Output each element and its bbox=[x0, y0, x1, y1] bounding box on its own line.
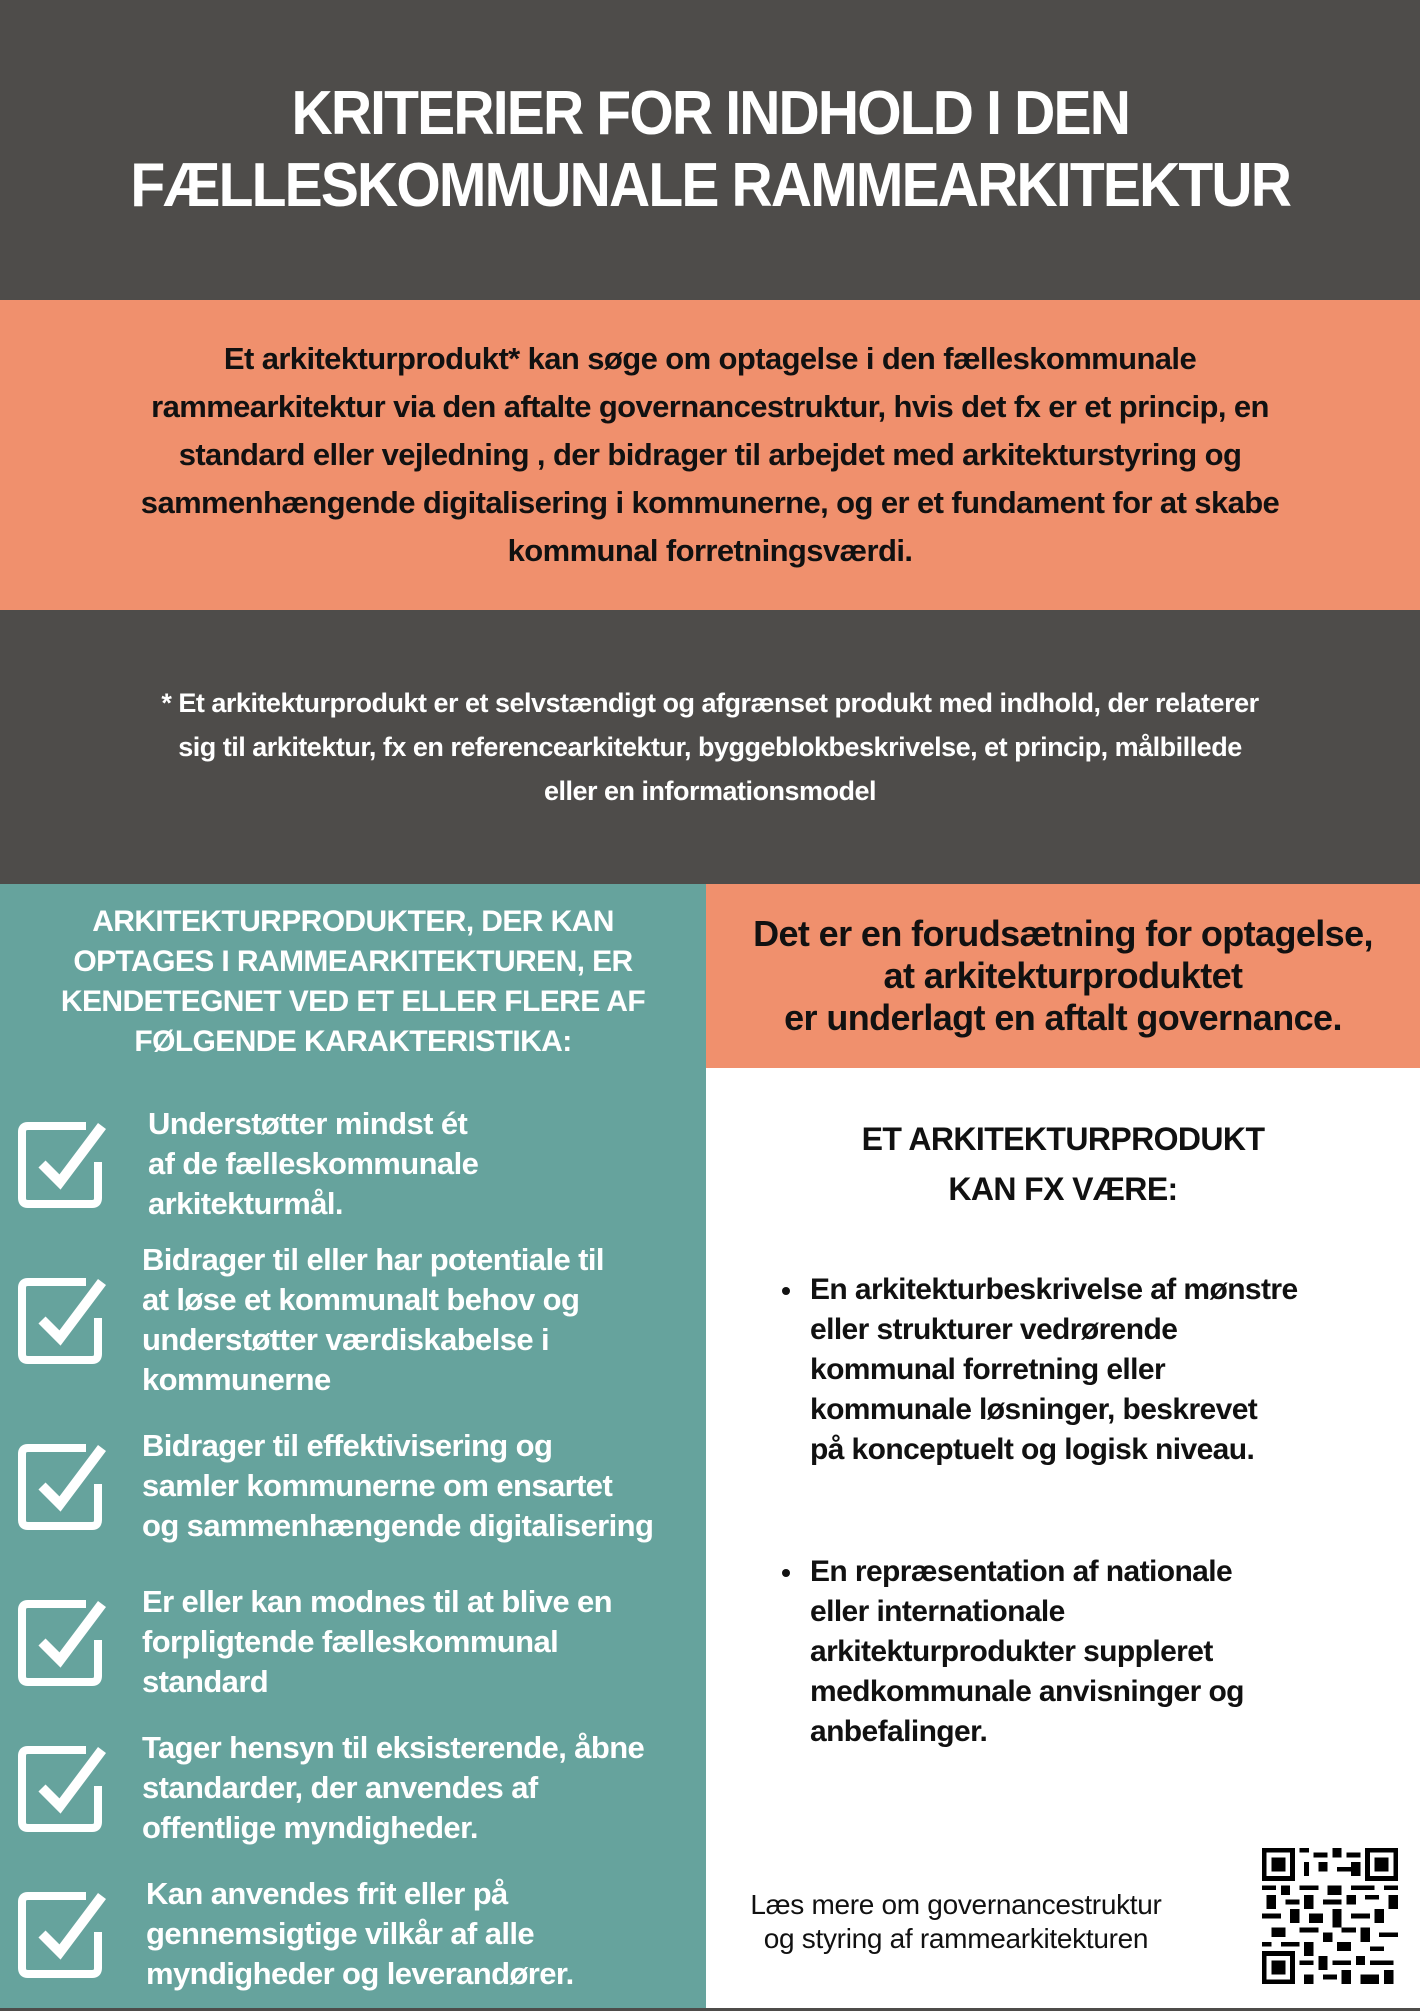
criteria-item-text bbox=[142, 1582, 612, 1702]
example-line: eller strukturer vedrørende bbox=[810, 1313, 1178, 1346]
examples-heading bbox=[706, 1114, 1420, 1214]
example-line: på konceptuelt og logisk niveau. bbox=[810, 1433, 1255, 1466]
read-more-line: og styring af rammearkitekturen bbox=[763, 1923, 1149, 1954]
criteria-line: at løse et kommunalt behov og bbox=[142, 1282, 580, 1317]
qr-code-icon[interactable] bbox=[1262, 1848, 1398, 1984]
criteria-line: og sammenhængende digitalisering bbox=[142, 1508, 654, 1543]
footnote-line: eller en informationsmodel bbox=[543, 776, 877, 806]
read-more-line: Læs mere om governancestruktur bbox=[750, 1889, 1162, 1920]
prerequisite-line: at arkitekturproduktet bbox=[883, 955, 1243, 996]
intro-line: rammearkitektur via den aftalte governancestruktur, hvis det fx er et princip, en bbox=[151, 389, 1269, 424]
criteria-line: offentlige myndigheder. bbox=[142, 1810, 478, 1845]
criteria-line: myndigheder og leverandører. bbox=[146, 1956, 574, 1991]
criteria-heading bbox=[20, 902, 686, 1062]
intro-line: kommunal forretningsværdi. bbox=[507, 533, 913, 568]
criteria-heading-line: KENDETEGNET VED ET ELLER FLERE AF bbox=[60, 985, 646, 1018]
criteria-panel bbox=[0, 884, 706, 2008]
criteria-heading-line: ARKITEKTURPRODUKTER, DER KAN bbox=[92, 905, 614, 938]
criteria-line: arkitekturmål. bbox=[148, 1186, 343, 1221]
criteria-line: Understøtter mindst ét bbox=[148, 1106, 468, 1141]
criteria-item-text bbox=[142, 1426, 653, 1546]
checkbox-checked-icon bbox=[14, 1114, 114, 1214]
prerequisite-text bbox=[753, 913, 1373, 1039]
criteria-item-text bbox=[142, 1728, 644, 1848]
criteria-item bbox=[0, 1718, 706, 1858]
criteria-line: Bidrager til eller har potentiale til bbox=[142, 1242, 604, 1277]
title-line-1: KRITERIER FOR INDHOLD I DEN bbox=[291, 79, 1129, 148]
criteria-heading-line: OPTAGES I RAMMEARKITEKTUREN, ER bbox=[73, 945, 633, 978]
example-line: En arkitekturbeskrivelse af mønstre bbox=[810, 1273, 1298, 1306]
criteria-line: forpligtende fælleskommunal bbox=[142, 1624, 559, 1659]
example-line: eller internationale bbox=[810, 1595, 1065, 1628]
example-bullet-text bbox=[810, 1270, 1298, 1470]
prerequisite-line: er underlagt en aftalt governance. bbox=[784, 997, 1342, 1038]
examples-heading-line: ET ARKITEKTURPRODUKT bbox=[861, 1121, 1265, 1157]
criteria-line: understøtter værdiskabelse i bbox=[142, 1322, 550, 1357]
footnote-banner bbox=[0, 610, 1420, 884]
example-bullet bbox=[782, 1552, 1402, 1752]
footnote-line: sig til arkitektur, fx en referencearkitektur, byggeblokbeskrivelse, et princip, målbillede bbox=[178, 732, 1242, 762]
example-line: medkommunale anvisninger og bbox=[810, 1675, 1244, 1708]
footnote-text bbox=[161, 681, 1258, 813]
page-title bbox=[130, 78, 1290, 222]
criteria-line: Kan anvendes frit eller på bbox=[146, 1876, 508, 1911]
intro-line: Et arkitekturprodukt* kan søge om optagelse i den fælleskommunale bbox=[223, 341, 1197, 376]
example-line: arkitekturprodukter suppleret bbox=[810, 1635, 1213, 1668]
bullet-icon bbox=[782, 1569, 790, 1577]
checkbox-checked-icon bbox=[14, 1270, 114, 1370]
example-line: En repræsentation af nationale bbox=[810, 1555, 1233, 1588]
criteria-line: standarder, der anvendes af bbox=[142, 1770, 538, 1805]
criteria-line: af de fælleskommunale bbox=[148, 1146, 479, 1181]
examples-panel bbox=[706, 1068, 1420, 2008]
prerequisite-banner bbox=[706, 884, 1420, 1068]
criteria-line: kommunerne bbox=[142, 1362, 331, 1397]
intro-text bbox=[141, 335, 1279, 575]
intro-banner bbox=[0, 300, 1420, 610]
checkbox-checked-icon bbox=[14, 1592, 114, 1692]
criteria-item bbox=[0, 1094, 706, 1234]
title-line-2: FÆLLESKOMMUNALE RAMMEARKITEKTUR bbox=[130, 151, 1290, 220]
read-more-text bbox=[736, 1888, 1176, 1956]
intro-line: sammenhængende digitalisering i kommunerne, og er et fundament for at skabe bbox=[140, 485, 1280, 520]
criteria-item-text bbox=[148, 1104, 478, 1224]
criteria-heading-line: FØLGENDE KARAKTERISTIKA: bbox=[134, 1025, 572, 1058]
criteria-item bbox=[0, 1864, 706, 2004]
footnote-line: * Et arkitekturprodukt er et selvstændigt og afgrænset produkt med indhold, der relaterer bbox=[161, 688, 1259, 718]
examples-heading-line: KAN FX VÆRE: bbox=[948, 1171, 1178, 1207]
prerequisite-line: Det er en forudsætning for optagelse, bbox=[753, 913, 1373, 954]
criteria-line: samler kommunerne om ensartet bbox=[142, 1468, 613, 1503]
header-banner bbox=[0, 0, 1420, 300]
checkbox-checked-icon bbox=[14, 1884, 114, 1984]
checkbox-checked-icon bbox=[14, 1738, 114, 1838]
criteria-item bbox=[0, 1572, 706, 1712]
criteria-line: Er eller kan modnes til at blive en bbox=[142, 1584, 613, 1619]
criteria-item bbox=[0, 1416, 706, 1556]
example-line: kommunale løsninger, beskrevet bbox=[810, 1393, 1258, 1426]
criteria-line: Bidrager til effektivisering og bbox=[142, 1428, 553, 1463]
example-line: kommunal forretning eller bbox=[810, 1353, 1166, 1386]
checkbox-checked-icon bbox=[14, 1436, 114, 1536]
criteria-item bbox=[0, 1234, 706, 1406]
bullet-icon bbox=[782, 1287, 790, 1295]
example-line: anbefalinger. bbox=[810, 1715, 988, 1748]
criteria-line: standard bbox=[142, 1664, 269, 1699]
criteria-line: Tager hensyn til eksisterende, åbne bbox=[142, 1730, 645, 1765]
intro-line: standard eller vejledning , der bidrager til arbejdet med arkitekturstyring og bbox=[178, 437, 1242, 472]
criteria-line: gennemsigtige vilkår af alle bbox=[146, 1916, 535, 1951]
criteria-item-text bbox=[142, 1240, 604, 1400]
example-bullet bbox=[782, 1270, 1402, 1470]
criteria-item-text bbox=[146, 1874, 574, 1994]
example-bullet-text bbox=[810, 1552, 1244, 1752]
